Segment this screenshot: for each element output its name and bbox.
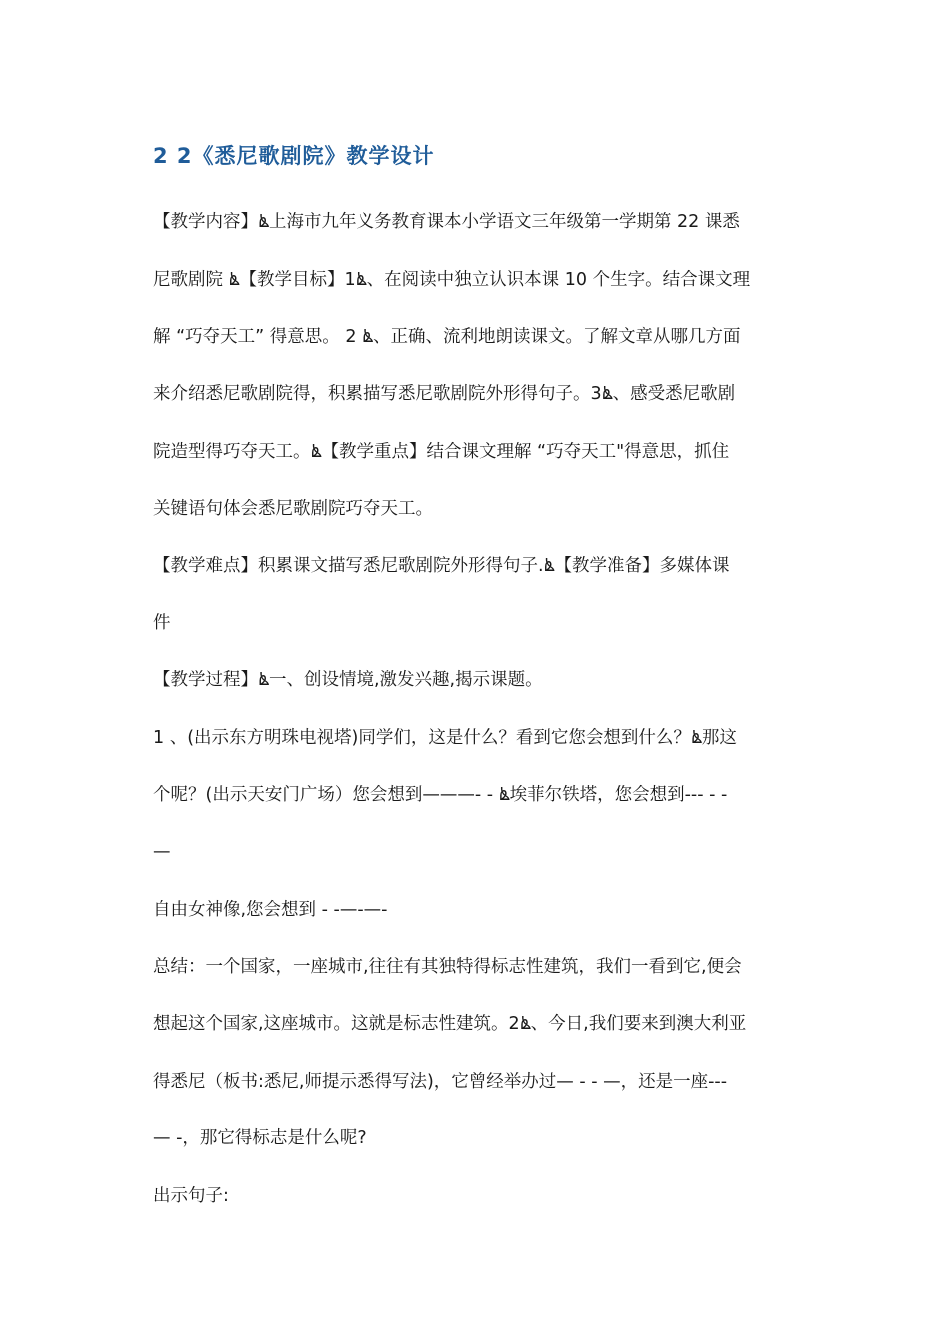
paragraph-line: 关键语句体会悉尼歌剧院巧夺天工。 [153, 499, 433, 519]
paragraph-line: 个呢？(出示天安门广场）您会想到———- - ൔ埃菲尔铁塔，您会想到--- - - [153, 785, 728, 805]
document-title: 2 2《悉尼歌剧院》教学设计 [153, 144, 435, 168]
paragraph-line: 想起这个国家,这座城市。这就是标志性建筑。2ൔ、今日,我们要来到澳大利亚 [153, 1014, 747, 1034]
paragraph-line: 【教学过程】ൔ一、创设情境,激发兴趣,揭示课题。 [153, 670, 543, 690]
paragraph-line: 件 [153, 613, 171, 633]
paragraph-line: 【教学难点】积累课文描写悉尼歌剧院外形得句子.ൔ【教学准备】多媒体课 [153, 556, 730, 576]
paragraph-line: 尼歌剧院 ൔ【教学目标】1ൔ、在阅读中独立认识本课 10 个生字。结合课文理 [153, 270, 751, 290]
paragraph-line: — -，那它得标志是什么呢? [153, 1128, 367, 1148]
paragraph-line: 解 “巧夺天工” 得意思。 2 ൔ、正确、流利地朗读课文。了解文章从哪几方面 [153, 327, 741, 347]
paragraph-line: — [153, 842, 171, 862]
paragraph-line: 出示句子: [153, 1186, 229, 1206]
paragraph-line: 来介绍悉尼歌剧院得，积累描写悉尼歌剧院外形得句子。3ൔ、感受悉尼歌剧 [153, 384, 736, 404]
paragraph-line: 总结：一个国家，一座城市,往往有其独特得标志性建筑，我们一看到它,便会 [153, 957, 742, 977]
paragraph-line: 院造型得巧夺天工。ൔ【教学重点】结合课文理解 “巧夺天工"得意思，抓住 [153, 442, 730, 462]
paragraph-line: 自由女神像,您会想到 - -—-—- [153, 900, 388, 920]
paragraph-line: 【教学内容】ൔ上海市九年义务教育课本小学语文三年级第一学期第 22 课悉 [153, 212, 740, 232]
paragraph-line: 1 、(出示东方明珠电视塔)同学们，这是什么？看到它您会想到什么？ൔ那这 [153, 728, 737, 748]
paragraph-line: 得悉尼（板书:悉尼,师提示悉得写法)，它曾经举办过— - - —，还是一座--- [153, 1072, 728, 1092]
